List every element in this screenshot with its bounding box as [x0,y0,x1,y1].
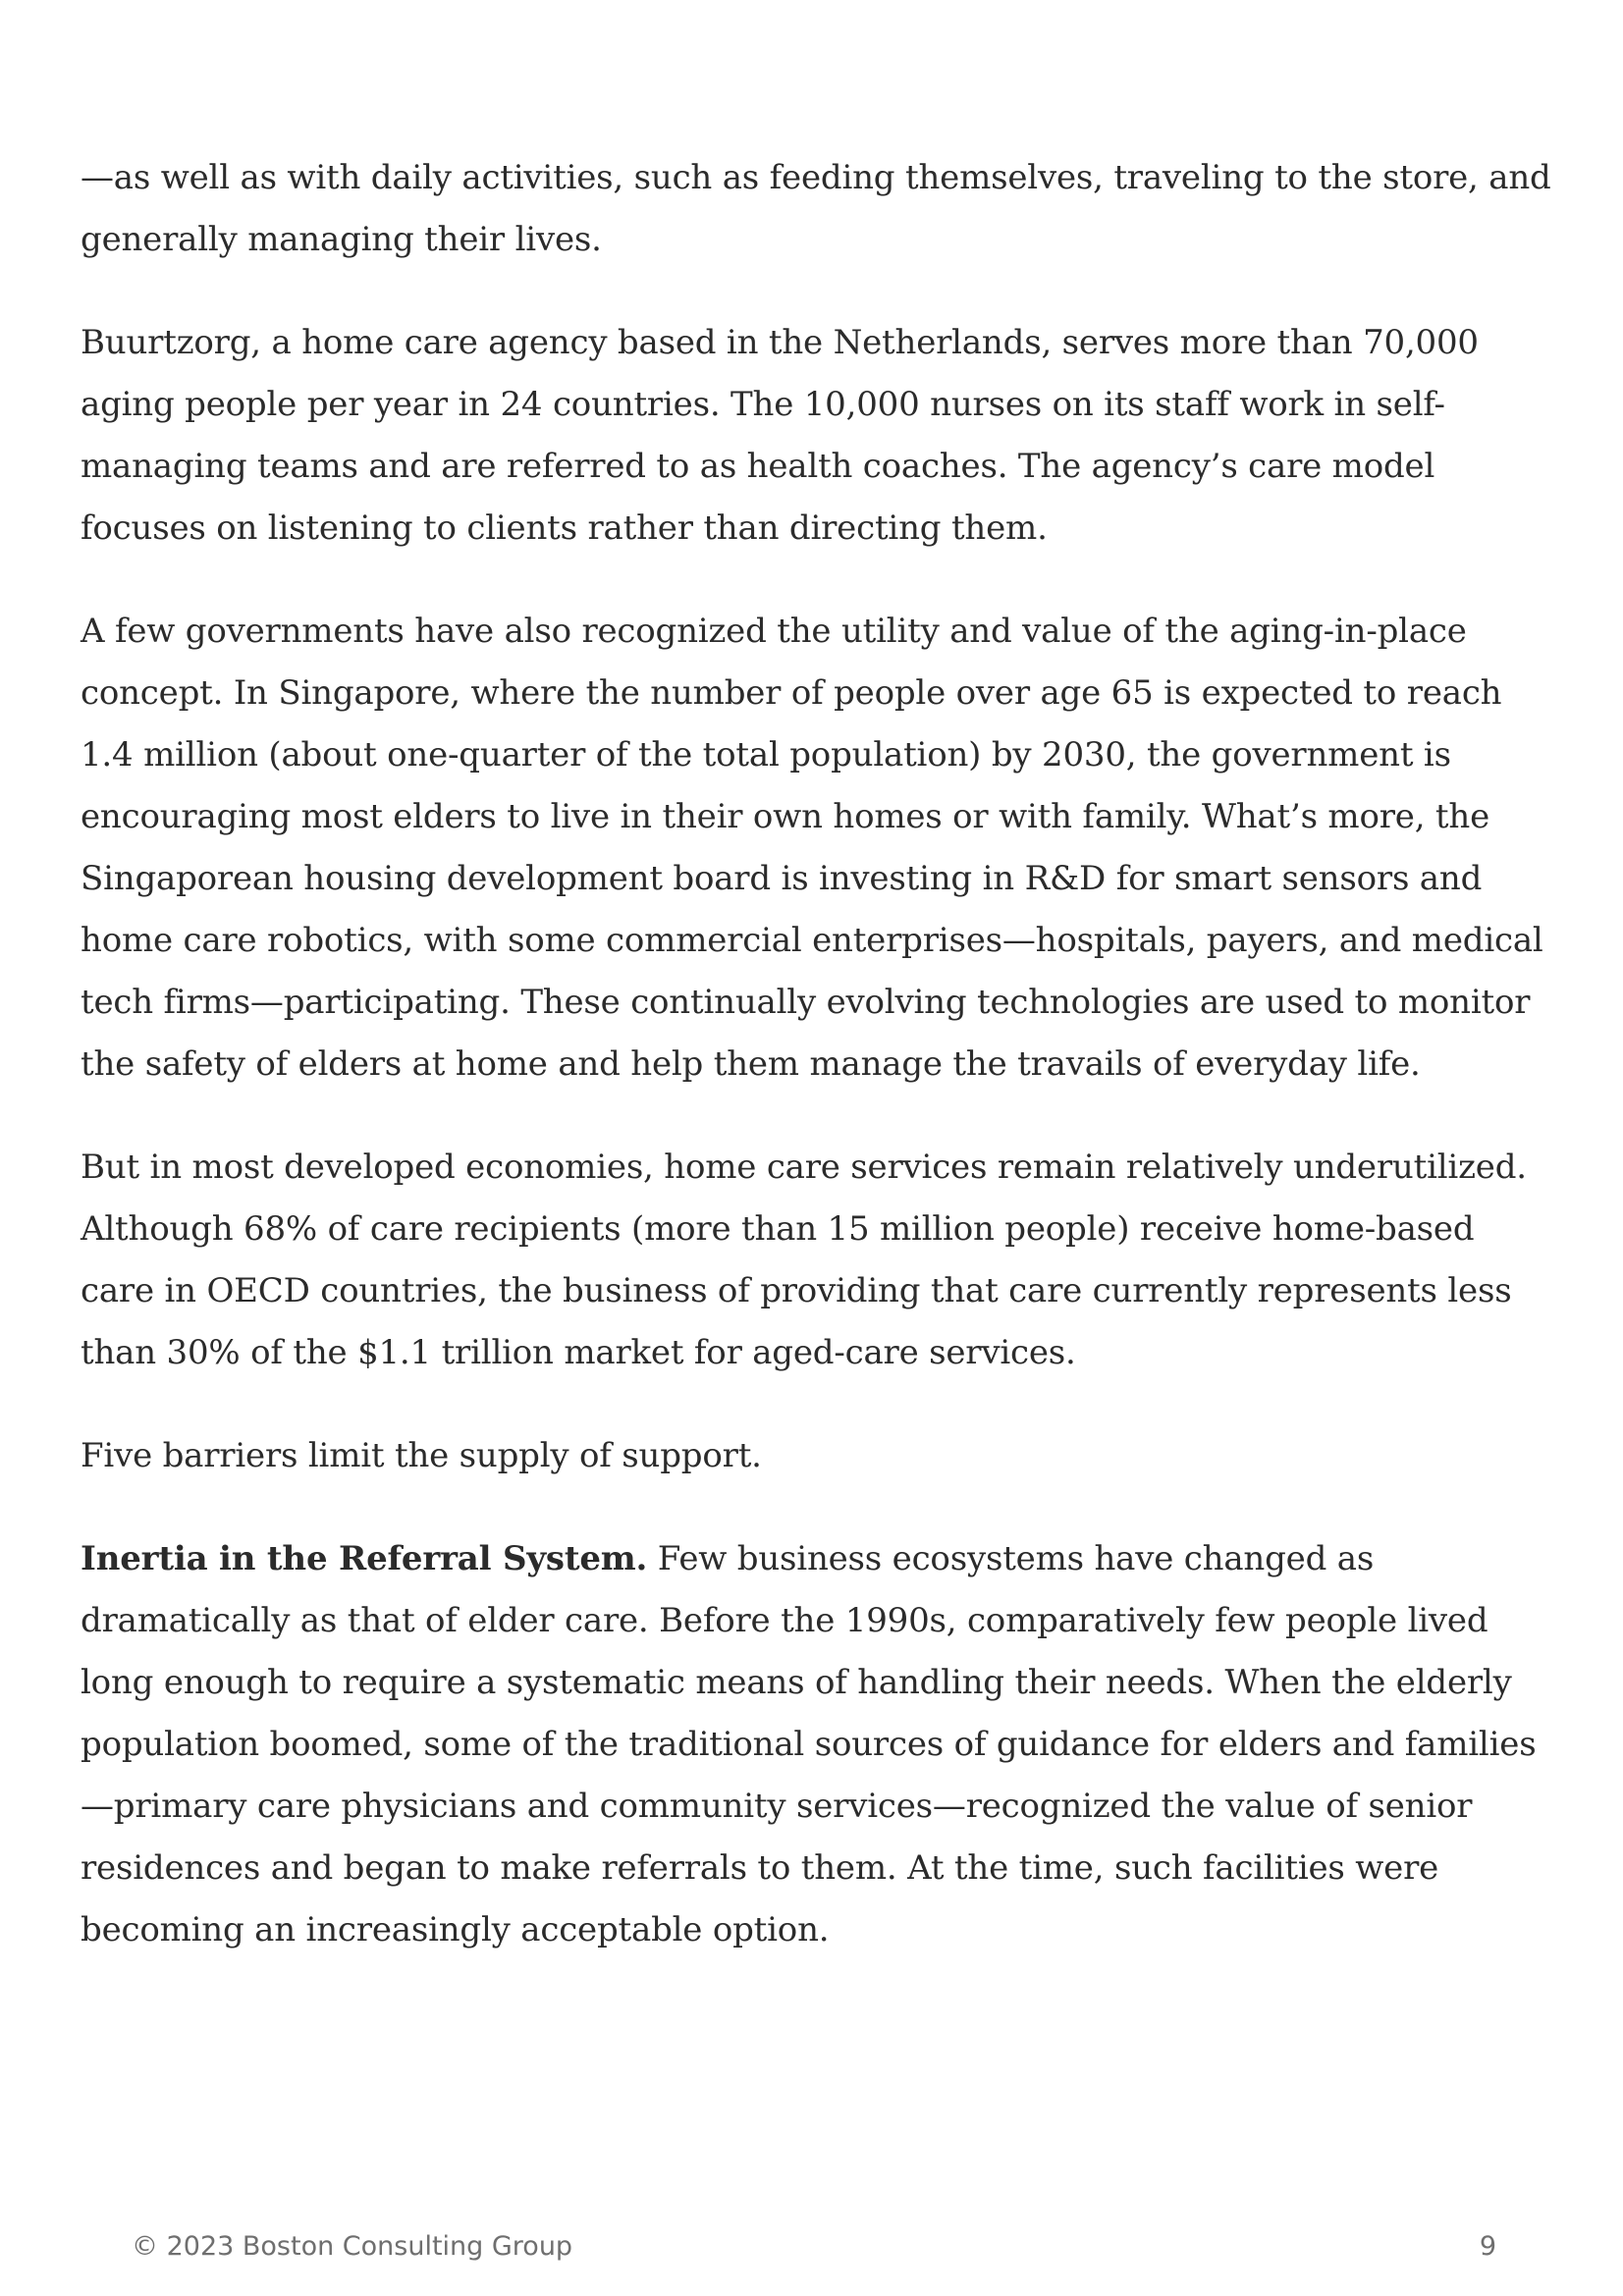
paragraph-text: Buurtzorg, a home care agency based in the Netherlands, serves more than 70,000 aging people per year in 24 countries. The 10,000 nurses on its staff work in self-managing teams and are referred to as health coaches. The agency’s care model focuses on listening to clients rather than directing them. [81,323,1479,548]
paragraph-singapore [81,601,1553,1095]
paragraph-five-barriers [81,1425,1553,1487]
paragraph-home-care-underutilized [81,1137,1553,1384]
page-number: 9 [1479,2231,1496,2262]
paragraph-buurtzorg [81,312,1553,560]
paragraph-continuation [81,147,1553,271]
paragraph-referral-inertia [81,1528,1553,1961]
paragraph-lead-in: Inertia in the Referral System. [81,1539,648,1578]
paragraph-text: But in most developed economies, home care services remain relatively underutilized. Although 68% of care recipients (more than 15 million people) receive home-based care in OECD countries, the business of providing that care currently represents less than 30% of the $1.1 trillion market for aged-care services. [81,1148,1527,1372]
paragraph-text: Five barriers limit the supply of support. [81,1436,762,1475]
footer-copyright: © 2023 Boston Consulting Group [132,2231,573,2262]
paragraph-text: —as well as with daily activities, such as feeding themselves, traveling to the store, and generally managing their lives. [81,158,1551,259]
page-body [81,147,1553,2002]
paragraph-text: A few governments have also recognized the utility and value of the aging-in-place concept. In Singapore, where the number of people over age 65 is expected to reach 1.4 million (about one-quarter of the total population) by 2030, the government is encouraging most elders to live in their own homes or with family. What’s more, the Singaporean housing development board is investing in R&D for smart sensors and home care robotics, with some commercial enterprises—hospitals, payers, and medical tech firms—participating. These continually evolving technologies are used to monitor the safety of elders at home and help them manage the travails of everyday life. [81,612,1543,1084]
paragraph-text: Few business ecosystems have changed as dramatically as that of elder care. Before the 1990s, comparatively few people lived long enough to require a systematic means of handling their needs. When the elderly population boomed, some of the traditional sources of guidance for elders and families—primary care physicians and community services—recognized the value of senior residences and began to make referrals to them. At the time, such facilities were becoming an increasingly acceptable option. [81,1539,1537,1949]
